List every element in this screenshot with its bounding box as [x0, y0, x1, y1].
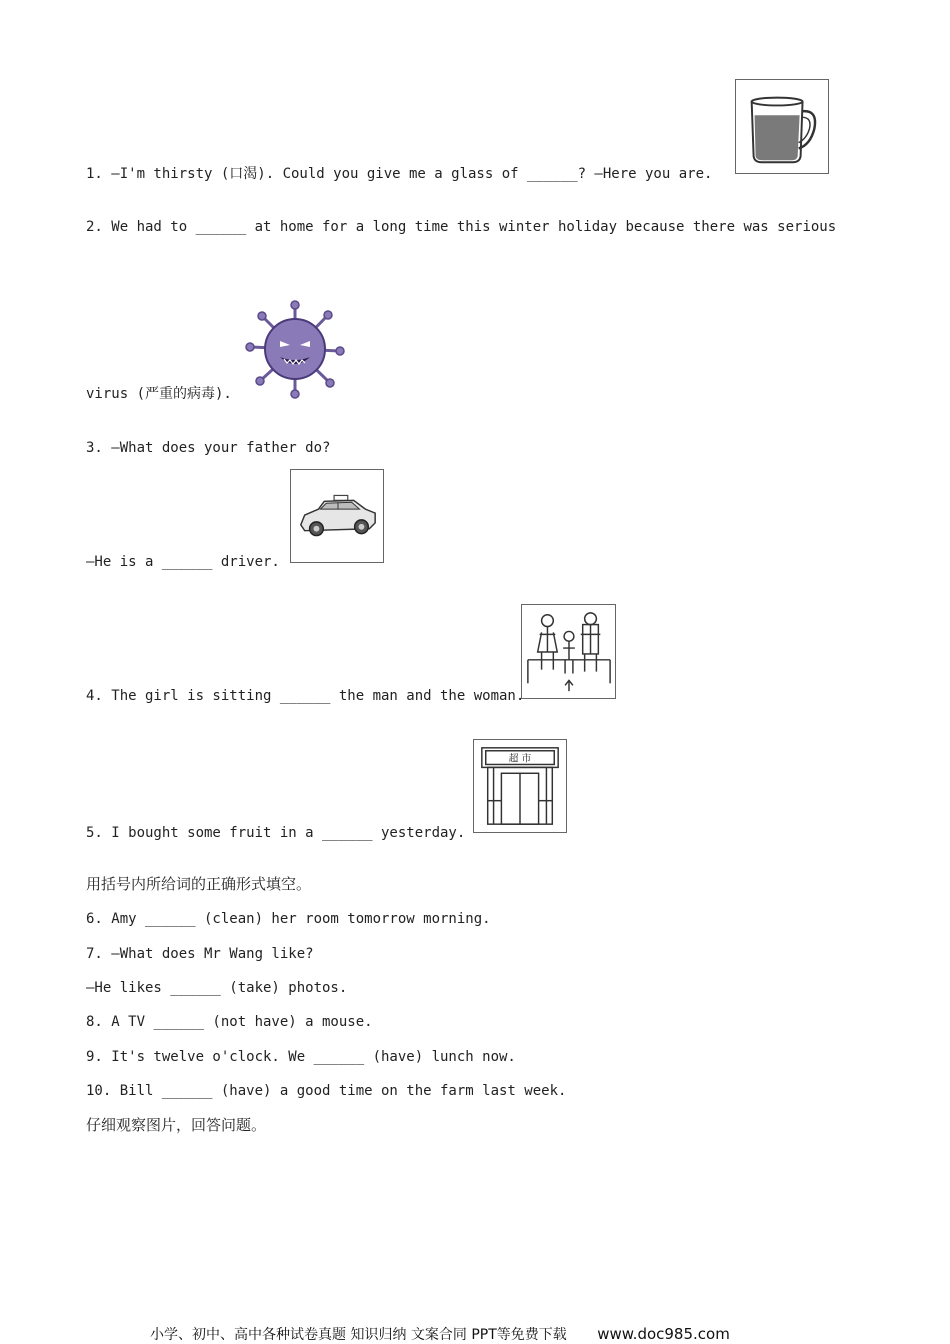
question-3-line-1: 3. —What does your father do? — [86, 440, 331, 456]
family-icon — [522, 605, 615, 698]
question-4: 4. The girl is sitting ______ the man and the woman. — [86, 688, 525, 704]
question-3-line-2: —He is a ______ driver. — [86, 554, 280, 570]
taxi-image — [290, 469, 384, 563]
supermarket-icon — [474, 740, 566, 832]
question-2-line-1: 2. We had to ______ at home for a long time this winter holiday because there was serious — [86, 219, 837, 235]
footer-text: 小学、初中、高中各种试卷真题 知识归纳 文案合同 PPT等免费下载 — [150, 1327, 567, 1343]
virus-icon — [244, 299, 346, 399]
question-9: 9. It's twelve o'clock. We ______ (have) lunch now. — [86, 1049, 516, 1065]
question-7-line-1: 7. —What does Mr Wang like? — [86, 946, 314, 962]
cup-icon — [736, 80, 828, 173]
question-1: 1. —I'm thirsty (口渴). Could you give me a glass of ______? —Here you are. — [86, 166, 713, 182]
question-6: 6. Amy ______ (clean) her room tomorrow morning. — [86, 911, 491, 927]
supermarket-image — [473, 739, 567, 833]
question-8: 8. A TV ______ (not have) a mouse. — [86, 1014, 373, 1030]
question-10: 10. Bill ______ (have) a good time on the farm last week. — [86, 1083, 567, 1099]
footer-url[interactable]: www.doc985.com — [597, 1325, 730, 1343]
question-7-line-2: —He likes ______ (take) photos. — [86, 980, 348, 996]
question-5: 5. I bought some fruit in a ______ yesterday. — [86, 825, 466, 841]
section-2-instruction: 用括号内所给词的正确形式填空。 — [86, 875, 312, 893]
supermarket-sign: 超 市 — [508, 753, 532, 765]
section-3-instruction: 仔细观察图片，回答问题。 — [86, 1116, 267, 1134]
glass-of-water-image — [735, 79, 829, 174]
family-image — [521, 604, 616, 699]
question-2-line-2: virus (严重的病毒). — [86, 386, 232, 402]
virus-image — [244, 299, 346, 399]
page-footer — [150, 1324, 730, 1344]
taxi-icon — [291, 470, 383, 562]
